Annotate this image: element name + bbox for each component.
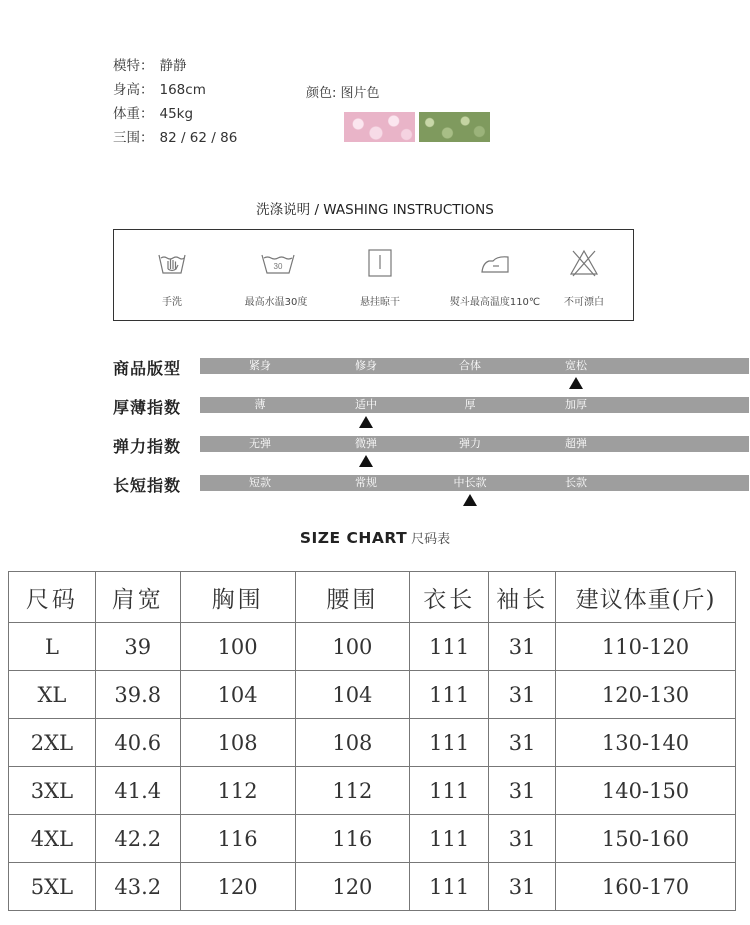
table-header-row [9, 572, 736, 623]
table-cell: 5XL [9, 863, 96, 911]
table-header-cell: 胸围 [180, 572, 295, 623]
index-option: 薄 [254, 398, 266, 411]
table-row [9, 863, 736, 911]
weight-value: 45kg [159, 106, 194, 122]
table-cell: 31 [489, 671, 556, 719]
table-cell: 31 [489, 623, 556, 671]
index-option: 常规 [355, 476, 377, 489]
selected-marker-icon [569, 377, 583, 389]
model-label: 模特： [113, 58, 154, 74]
index-option: 宽松 [565, 359, 587, 372]
index-option: 中长款 [453, 476, 487, 489]
size-chart-title-cn: 尺码表 [411, 532, 451, 547]
measurements-row [113, 126, 237, 150]
table-cell: 120 [180, 863, 295, 911]
wash-30-icon [260, 247, 296, 279]
height-value: 168cm [159, 82, 206, 98]
table-cell: 104 [180, 671, 295, 719]
wash-label-iron: 熨斗最高温度110℃ [449, 297, 541, 308]
model-value: 静静 [159, 58, 187, 74]
size-chart-title [0, 528, 750, 547]
table-cell: 111 [410, 623, 489, 671]
table-cell: 111 [410, 719, 489, 767]
washing-panel [113, 229, 634, 321]
table-cell: 31 [489, 815, 556, 863]
index-option: 微弹 [355, 437, 377, 450]
wash-item-temp [224, 230, 328, 322]
iron-icon [479, 247, 511, 279]
index-option: 厚 [464, 398, 476, 411]
table-cell: 112 [180, 767, 295, 815]
table-header-cell: 衣长 [410, 572, 489, 623]
table-cell: 4XL [9, 815, 96, 863]
table-cell: 111 [410, 671, 489, 719]
table-cell: 31 [489, 719, 556, 767]
hand-wash-icon [156, 247, 188, 279]
table-row [9, 815, 736, 863]
table-cell: 110-120 [556, 623, 736, 671]
index-option: 超弹 [565, 437, 587, 450]
hang-dry-icon [364, 247, 396, 279]
pink-color-swatch [344, 112, 415, 142]
model-info [113, 54, 237, 150]
table-row [9, 671, 736, 719]
table-row [9, 623, 736, 671]
selected-marker-icon [359, 455, 373, 467]
index-bar [200, 475, 749, 491]
index-bar [200, 436, 749, 452]
table-row [9, 767, 736, 815]
table-cell: L [9, 623, 96, 671]
table-cell: 100 [295, 623, 410, 671]
green-color-swatch [419, 112, 490, 142]
index-name: 厚薄指数 [113, 398, 182, 417]
wash-temp-text: 30 [273, 262, 283, 271]
index-name: 长短指数 [113, 476, 182, 495]
table-cell: 112 [295, 767, 410, 815]
index-option: 长款 [565, 476, 587, 489]
table-cell: 111 [410, 863, 489, 911]
index-option: 紧身 [249, 359, 271, 372]
table-cell: 39.8 [95, 671, 180, 719]
table-cell: 42.2 [95, 815, 180, 863]
index-name: 商品版型 [113, 359, 182, 378]
table-header-cell: 腰围 [295, 572, 410, 623]
index-option: 短款 [249, 476, 271, 489]
size-chart-title-en: SIZE CHART [299, 529, 408, 547]
wash-item-hang [328, 230, 432, 322]
table-cell: 40.6 [95, 719, 180, 767]
index-option: 加厚 [565, 398, 587, 411]
index-option: 无弹 [249, 437, 271, 450]
table-header-cell: 袖长 [489, 572, 556, 623]
table-cell: 150-160 [556, 815, 736, 863]
table-header-cell: 尺码 [9, 572, 96, 623]
table-cell: XL [9, 671, 96, 719]
wash-label-bleach: 不可漂白 [564, 297, 604, 308]
table-cell: 104 [295, 671, 410, 719]
selected-marker-icon [359, 416, 373, 428]
model-name-row [113, 54, 237, 78]
index-name: 弹力指数 [113, 437, 182, 456]
table-cell: 160-170 [556, 863, 736, 911]
washing-title: 洗涤说明 / WASHING INSTRUCTIONS [256, 202, 494, 218]
table-cell: 120-130 [556, 671, 736, 719]
table-cell: 111 [410, 767, 489, 815]
table-cell: 3XL [9, 767, 96, 815]
table-cell: 108 [295, 719, 410, 767]
wash-label-hand: 手洗 [162, 297, 182, 308]
measurements-value: 82 / 62 / 86 [159, 130, 238, 146]
wash-label-temp: 最高水温30度 [244, 297, 308, 308]
index-bar [200, 358, 749, 374]
table-cell: 31 [489, 767, 556, 815]
table-cell: 31 [489, 863, 556, 911]
index-bar [200, 397, 749, 413]
no-bleach-icon [568, 247, 600, 279]
selected-marker-icon [463, 494, 477, 506]
table-header-cell: 建议体重(斤) [556, 572, 736, 623]
table-cell: 111 [410, 815, 489, 863]
table-cell: 120 [295, 863, 410, 911]
height-label: 身高： [113, 82, 154, 98]
size-table [8, 571, 736, 911]
table-header-cell: 肩宽 [95, 572, 180, 623]
table-cell: 39 [95, 623, 180, 671]
table-cell: 41.4 [95, 767, 180, 815]
index-option: 修身 [355, 359, 377, 372]
table-cell: 2XL [9, 719, 96, 767]
weight-row [113, 102, 237, 126]
table-cell: 43.2 [95, 863, 180, 911]
table-cell: 140-150 [556, 767, 736, 815]
index-option: 弹力 [459, 437, 481, 450]
table-row [9, 719, 736, 767]
table-cell: 116 [180, 815, 295, 863]
wash-item-hand [120, 230, 224, 322]
measurements-label: 三围： [113, 130, 154, 146]
index-option: 适中 [355, 398, 377, 411]
wash-label-hang: 悬挂晾干 [360, 297, 400, 308]
table-cell: 100 [180, 623, 295, 671]
weight-label: 体重： [113, 106, 154, 122]
color-label: 颜色: 图片色 [306, 86, 380, 101]
table-cell: 130-140 [556, 719, 736, 767]
table-cell: 108 [180, 719, 295, 767]
index-option: 合体 [459, 359, 481, 372]
wash-item-bleach [532, 230, 636, 322]
table-cell: 116 [295, 815, 410, 863]
height-row [113, 78, 237, 102]
